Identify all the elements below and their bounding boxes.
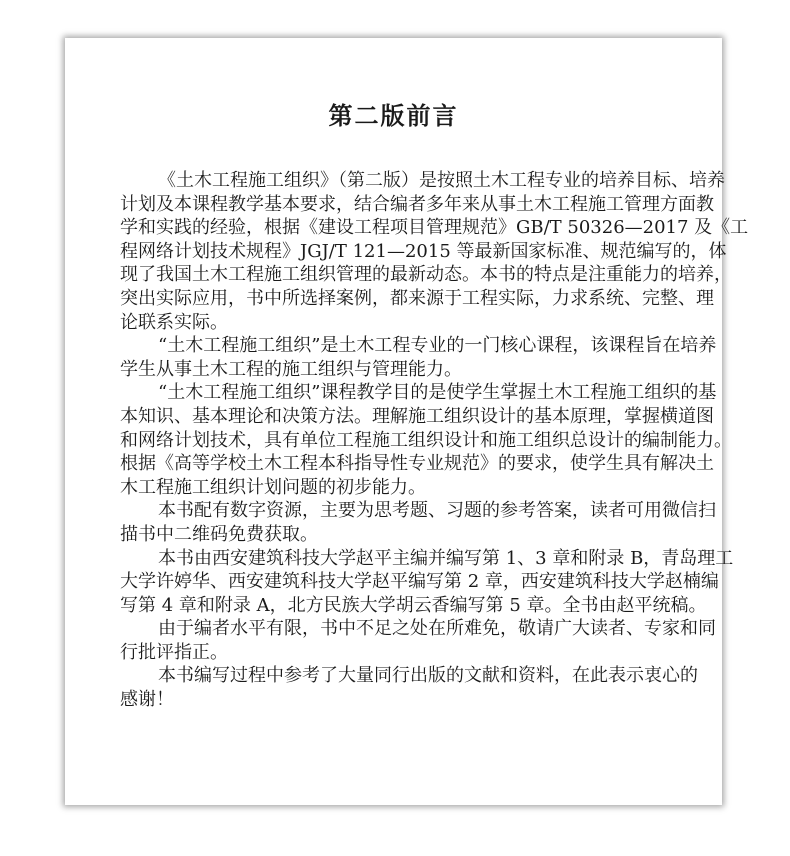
- text-line: 论联系实际。: [120, 311, 228, 333]
- text-line: 学和实践的经验，根据《建设工程项目管理规范》GB/T 50326—2017 及《工: [120, 217, 749, 239]
- text-line: 感谢！: [120, 689, 174, 711]
- paragraph: [120, 664, 698, 711]
- text-line: “土木工程施工组织”课程教学目的是使学生掌握土木工程施工组织的基: [158, 382, 717, 404]
- text-line: 大学许婷华、西安建筑科技大学赵平编写第 2 章，西安建筑科技大学赵楠编: [120, 571, 719, 593]
- text-line: 根据《高等学校土木工程本科指导性专业规范》的要求，使学生具有解决土: [120, 453, 714, 475]
- text-line: 描书中二维码免费获取。: [120, 523, 318, 545]
- paragraph: [120, 499, 716, 546]
- paragraph: [120, 547, 734, 618]
- text-line: 本书编写过程中参考了大量同行出版的文献和资料，在此表示衷心的: [158, 665, 698, 687]
- text-line: 写第 4 章和附录 A，北方民族大学胡云香编写第 5 章。全书由赵平统稿。: [120, 594, 707, 616]
- document-page: [65, 38, 749, 805]
- text-line: 本知识、基本理论和决策方法。理解施工组织设计的基本原理，掌握横道图: [120, 405, 714, 427]
- text-line: 突出实际应用，书中所选择案例，都来源于工程实际，力求系统、完整、理: [120, 287, 714, 309]
- paragraph: [120, 381, 732, 499]
- preface-body: [120, 169, 749, 712]
- paragraph: [120, 617, 716, 664]
- text-line: 由于编者水平有限，书中不足之处在所难免，敬请广大读者、专家和同: [158, 618, 716, 640]
- text-line: “土木工程施工组织”是土木工程专业的一门核心课程，该课程旨在培养: [158, 335, 717, 357]
- text-line: 本书配有数字资源，主要为思考题、习题的参考答案，读者可用微信扫: [158, 500, 716, 522]
- text-line: 本书由西安建筑科技大学赵平主编并编写第 1、3 章和附录 B，青岛理工: [158, 547, 734, 569]
- text-line: 学生从事土木工程的施工组织与管理能力。: [120, 358, 462, 380]
- page-title: 第二版前言: [328, 101, 459, 130]
- text-line: 现了我国土木工程施工组织管理的最新动态。本书的特点是注重能力的培养，: [120, 264, 732, 286]
- text-line: 行批评指正。: [120, 641, 228, 663]
- text-line: 和网络计划技术，具有单位工程施工组织设计和施工组织总设计的编制能力。: [120, 429, 732, 451]
- paragraph: [120, 334, 717, 381]
- text-line: 程网络计划技术规程》JGJ/T 121—2015 等最新国家标准、规范编写的，体: [120, 240, 727, 262]
- text-line: 木工程施工组织计划问题的初步能力。: [120, 476, 426, 498]
- text-line: 《土木工程施工组织》（第二版）是按照土木工程专业的培养目标、培养: [158, 170, 725, 191]
- text-line: 计划及本课程教学基本要求，结合编者多年来从事土木工程施工管理方面教: [120, 193, 714, 215]
- paragraph: [120, 169, 749, 334]
